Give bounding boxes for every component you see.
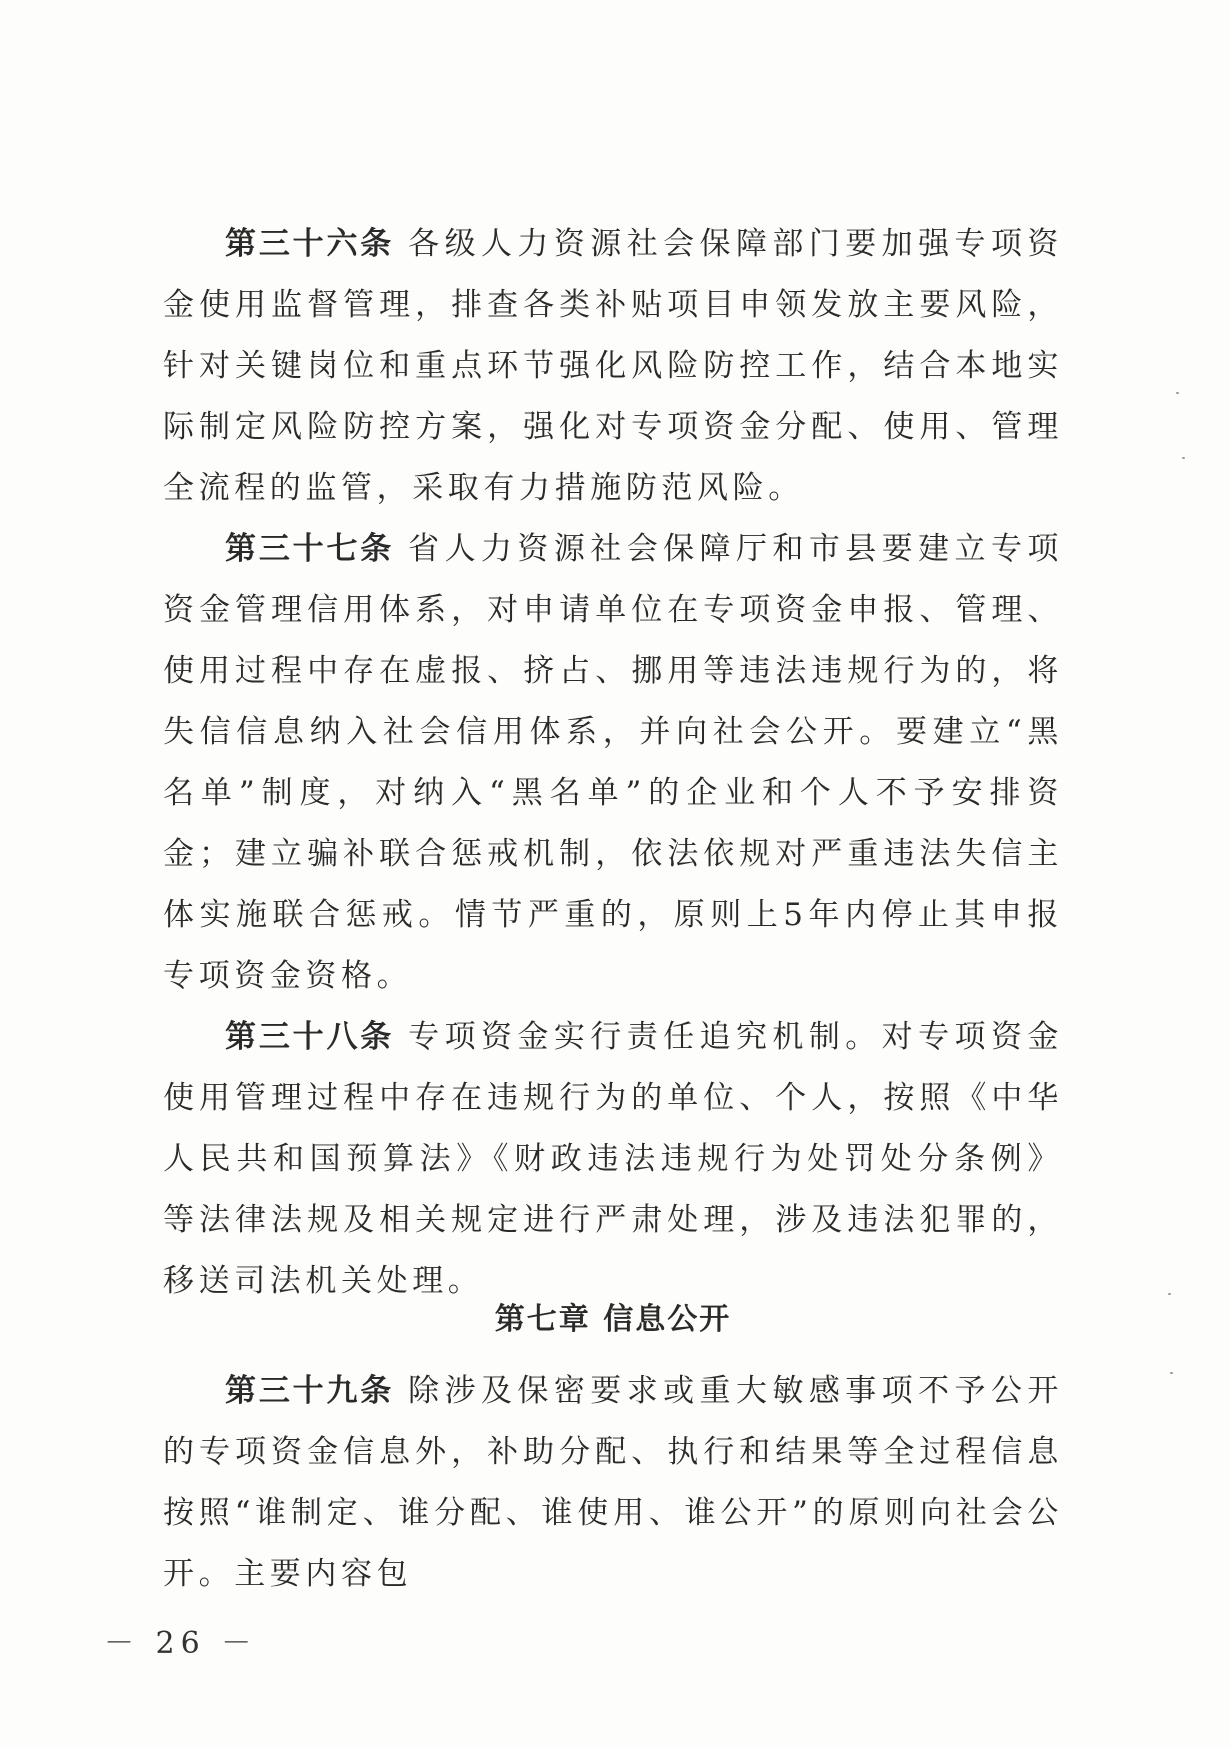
- article-39: [163, 1361, 1063, 1605]
- scan-speck: [1176, 392, 1179, 394]
- articles-section-chapter-7: [163, 1361, 1063, 1605]
- article-number: 第三十六条: [225, 226, 395, 262]
- article-number: 第三十九条: [225, 1373, 395, 1409]
- article-text: 省人力资源社会保障厅和市县要建立专项资金管理信用体系，对申请单位在专项资金申报、管理、使用过程中存在虚报、挤占、挪用等违法违规行为的，将失信信息纳入社会信用体系，并向社会公开。要建立“黑名单”制度，对纳入“黑名单”的企业和个人不予安排资金；建立骗补联合惩戒机制，依法依规对严重违法失信主体实施联合惩戒。情节严重的，原则上5年内停止其申报专项资金资格。: [163, 531, 1063, 994]
- article-text: 各级人力资源社会保障部门要加强专项资金使用监督管理，排查各类补贴项目申领发放主要风险，针对关键岗位和重点环节强化风险防控工作，结合本地实际制定风险防控方案，强化对专项资金分配、使用、管理全流程的监管，采取有力措施防范风险。: [163, 226, 1063, 506]
- scan-speck: [1170, 1372, 1173, 1374]
- articles-section: [163, 214, 1063, 1312]
- chapter-heading: 第七章 信息公开: [494, 1302, 732, 1337]
- article-number: 第三十七条: [225, 531, 395, 567]
- article-38: [163, 1007, 1063, 1312]
- article-36: [163, 214, 1063, 519]
- article-text: 除涉及保密要求或重大敏感事项不予公开的专项资金信息外，补助分配、执行和结果等全过程信息按照“谁制定、谁分配、谁使用、谁公开”的原则向社会公开。主要内容包: [163, 1373, 1063, 1592]
- scan-speck: [1182, 457, 1185, 459]
- article-37: [163, 519, 1063, 1007]
- article-number: 第三十八条: [225, 1019, 395, 1055]
- scan-speck: [1168, 1293, 1171, 1295]
- article-text: 专项资金实行责任追究机制。对专项资金使用管理过程中存在违规行为的单位、个人，按照《中华人民共和国预算法》《财政违法违规行为处罚处分条例》等法律法规及相关规定进行严肃处理，涉及违法犯罪的，移送司法机关处理。: [163, 1019, 1063, 1299]
- page-number: － 26 －: [104, 1626, 258, 1661]
